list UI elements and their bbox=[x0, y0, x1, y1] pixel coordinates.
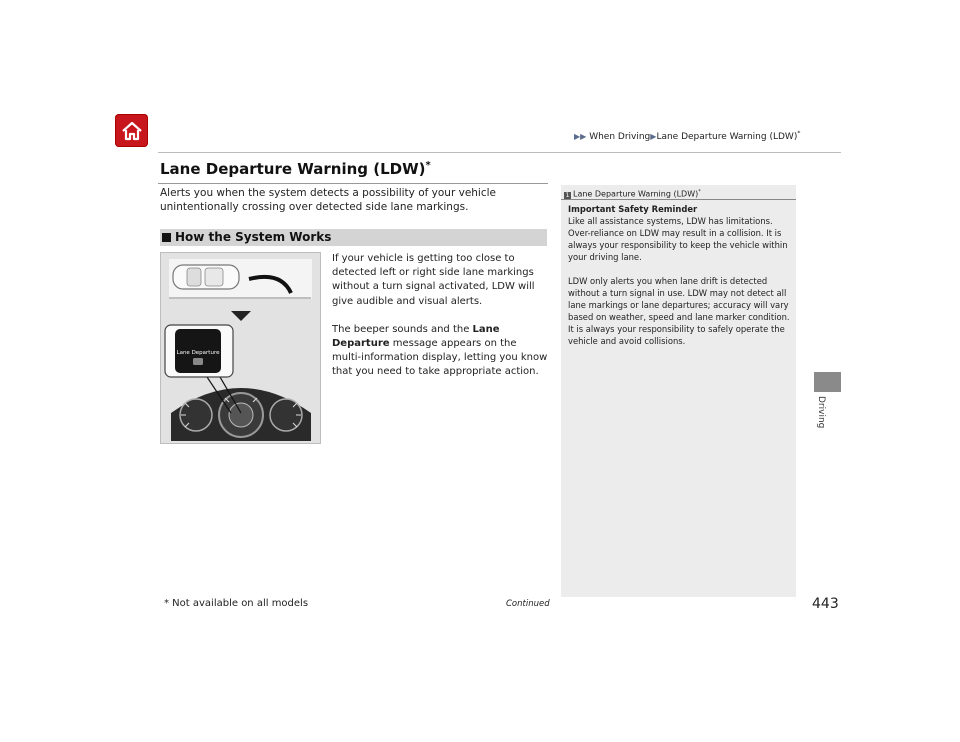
ldw-diagram bbox=[161, 253, 320, 443]
sidebar-rule bbox=[561, 199, 796, 200]
body-paragraph-1: If your vehicle is getting too close to detected left or right side lane markings without a turn signal activated, LDW will give audible and visual alerts. bbox=[332, 253, 535, 307]
header-rule-right bbox=[797, 152, 841, 153]
title-rule bbox=[158, 183, 548, 184]
down-arrow-icon bbox=[231, 311, 251, 321]
chapter-tab[interactable] bbox=[814, 372, 841, 392]
page-title: Lane Departure Warning (LDW)* bbox=[160, 160, 431, 178]
sidebar-body bbox=[568, 203, 790, 359]
sidebar-title: 1 Lane Departure Warning (LDW)* bbox=[565, 189, 701, 199]
svg-text:Lane Departure: Lane Departure bbox=[176, 350, 220, 356]
home-button[interactable] bbox=[115, 114, 148, 147]
car-icon bbox=[173, 265, 239, 289]
square-bullet-icon bbox=[162, 233, 171, 242]
breadcrumb-item-ldw[interactable]: Lane Departure Warning (LDW) bbox=[656, 132, 798, 142]
arrow-icon: ▶ bbox=[650, 132, 657, 141]
page-number: 443 bbox=[812, 596, 839, 612]
sidebar-paragraph-1: Like all assistance systems, LDW has limitations. Over-reliance on LDW may result in a collision. It is always your responsibility to keep the vehicle within your driving lane. bbox=[568, 216, 788, 262]
breadcrumb bbox=[574, 130, 800, 142]
continued-label: Continued bbox=[506, 599, 550, 609]
header-rule bbox=[158, 152, 797, 153]
home-icon bbox=[120, 120, 144, 142]
chapter-label: Driving bbox=[816, 396, 826, 429]
sidebar-heading: Important Safety Reminder bbox=[568, 204, 698, 214]
note-badge: 1 bbox=[565, 191, 570, 199]
footnote: * Not available on all models bbox=[164, 598, 309, 609]
body-paragraph-2: The beeper sounds and the Lane Departure message appears on the multi-information display, letting you know that you need to take appropriate action. bbox=[332, 323, 548, 378]
double-arrow-icon: ▶▶ bbox=[574, 132, 587, 141]
breadcrumb-star: * bbox=[797, 130, 801, 137]
sidebar-paragraph-2: LDW only alerts you when lane drift is detected without a turn signal in use. LDW may not detect all lane markings or lane departures; accuracy will vary based on weather, speed and lane marker condition. It is always your responsibility to safely operate the vehicle and avoid collisions. bbox=[568, 276, 790, 346]
breadcrumb-item-when-driving[interactable]: When Driving bbox=[589, 132, 651, 142]
ldw-illustration bbox=[160, 252, 321, 444]
body-text bbox=[332, 252, 548, 394]
intro-text: Alerts you when the system detects a possibility of your vehicle unintentionally crossing over detected side lane markings. bbox=[160, 187, 496, 213]
section-heading: How the System Works bbox=[160, 229, 547, 246]
